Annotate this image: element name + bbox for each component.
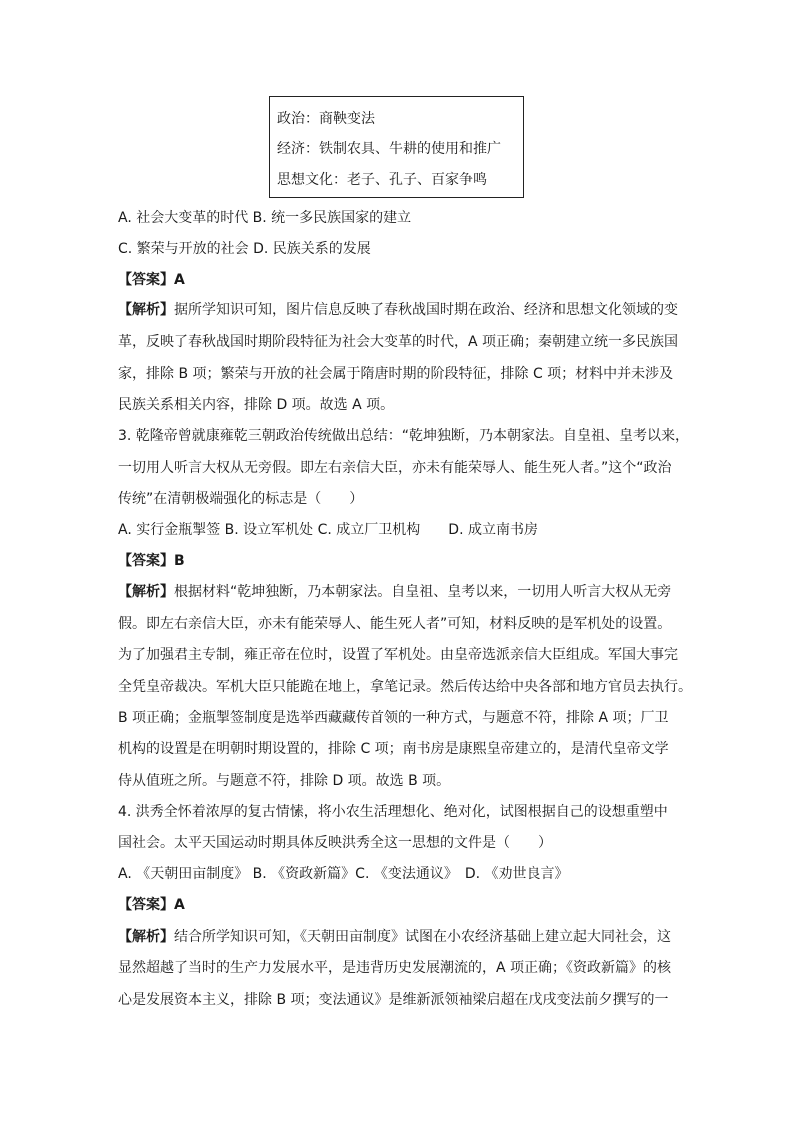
q4-options: A. 《天朝田亩制度》 B. 《资政新篇》C. 《变法通议》 D. 《劝世良言》 [118, 866, 569, 882]
q3-analysis-line [118, 584, 671, 600]
q3-analysis-line: 假。即左右亲信大臣，亦未有能荣辱人、能生死人者”可知，材料反映的是军机处的设置。 [118, 616, 672, 632]
q4-analysis-line: 显然超越了当时的生产力发展水平，是违背历史发展潮流的，A 项正确；《资政新篇》的核 [118, 960, 672, 976]
material-culture: 思想文化：老子、孔子、百家争鸣 [277, 172, 487, 188]
q3-stem-line: 一切用人听言大权从无旁假。即左右亲信大臣，亦未有能荣辱人、能生死人者。”这个“政治 [118, 460, 672, 476]
q3-analysis-line: B 项正确；金瓶掣签制度是选举西藏藏传首领的一种方式，与题意不符，排除 A 项；厂卫 [118, 710, 669, 726]
q4-stem-line: 4. 洪秀全怀着浓厚的复古情愫，将小农生活理想化、绝对化，试图根据自己的设想重塑中 [118, 804, 668, 820]
q4-analysis-line [118, 929, 671, 945]
material-politics: 政治：商鞅变法 [277, 111, 375, 127]
q2-analysis-line: 民族关系相关内容，排除 D 项。故选 A 项。 [118, 397, 395, 413]
q2-analysis-line: 家，排除 B 项；繁荣与开放的社会属于隋唐时期的阶段特征，排除 C 项；材料中并未涉及 [118, 366, 674, 382]
q4-analysis-line: 心是发展资本主义，排除 B 项；变法通议》是维新派领袖梁启超在戊戌变法前夕撰写的一 [118, 992, 669, 1008]
q4-analysis-tag: 【解析】 [118, 929, 174, 945]
q2-answer: 【答案】A [118, 272, 185, 288]
q2-options-line-1: A. 社会大变革的时代 B. 统一多民族国家的建立 [118, 210, 412, 226]
q4-analysis-text: 结合所学知识可知，《天朝田亩制度》试图在小农经济基础上建立起大同社会，这 [174, 929, 671, 945]
q2-analysis-line [118, 302, 678, 318]
q3-analysis-text: 根据材料“乾坤独断，乃本朝家法。自皇祖、皇考以来，一切用人听言大权从无旁 [174, 584, 672, 600]
q3-analysis-line: 全凭皇帝裁决。军机大臣只能跪在地上，拿笔记录。然后传达给中央各部和地方官员去执行。 [118, 679, 692, 695]
q3-analysis-line: 为了加强君主专制，雍正帝在位时，设置了军机处。由皇帝选派亲信大臣组成。军国大事完 [118, 647, 678, 663]
material-box [269, 96, 524, 198]
q3-stem-line: 传统”在清朝极端强化的标志是（ ） [118, 491, 364, 507]
q3-analysis-tag: 【解析】 [118, 584, 174, 600]
q2-options-line-2: C. 繁荣与开放的社会 D. 民族关系的发展 [118, 241, 371, 257]
q2-analysis-line: 革，反映了春秋战国时期阶段特征为社会大变革的时代，A 项正确；秦朝建立统一多民族国 [118, 334, 679, 350]
q4-stem-line: 国社会。太平天国运动时期具体反映洪秀全这一思想的文件是（ ） [118, 835, 552, 851]
q3-analysis-line: 机构的设置是在明朝时期设置的，排除 C 项；南书房是康熙皇帝建立的，是清代皇帝文学 [118, 741, 669, 757]
q4-answer: 【答案】A [118, 897, 185, 913]
q2-analysis-tag: 【解析】 [118, 302, 174, 318]
q2-analysis-text: 据所学知识可知，图片信息反映了春秋战国时期在政治、经济和思想文化领域的变 [174, 302, 678, 318]
q3-analysis-line: 侍从值班之所。与题意不符，排除 D 项。故选 B 项。 [118, 773, 451, 789]
q3-answer: 【答案】B [118, 553, 185, 569]
material-economy: 经济：铁制农具、牛耕的使用和推广 [277, 141, 501, 157]
q3-stem-line: 3. 乾隆帝曾就康雍乾三朝政治传统做出总结：“乾坤独断，乃本朝家法。自皇祖、皇考以来， [118, 428, 690, 444]
q3-options: A. 实行金瓶掣签 B. 设立军机处 C. 成立厂卫机构 D. 成立南书房 [118, 522, 538, 538]
